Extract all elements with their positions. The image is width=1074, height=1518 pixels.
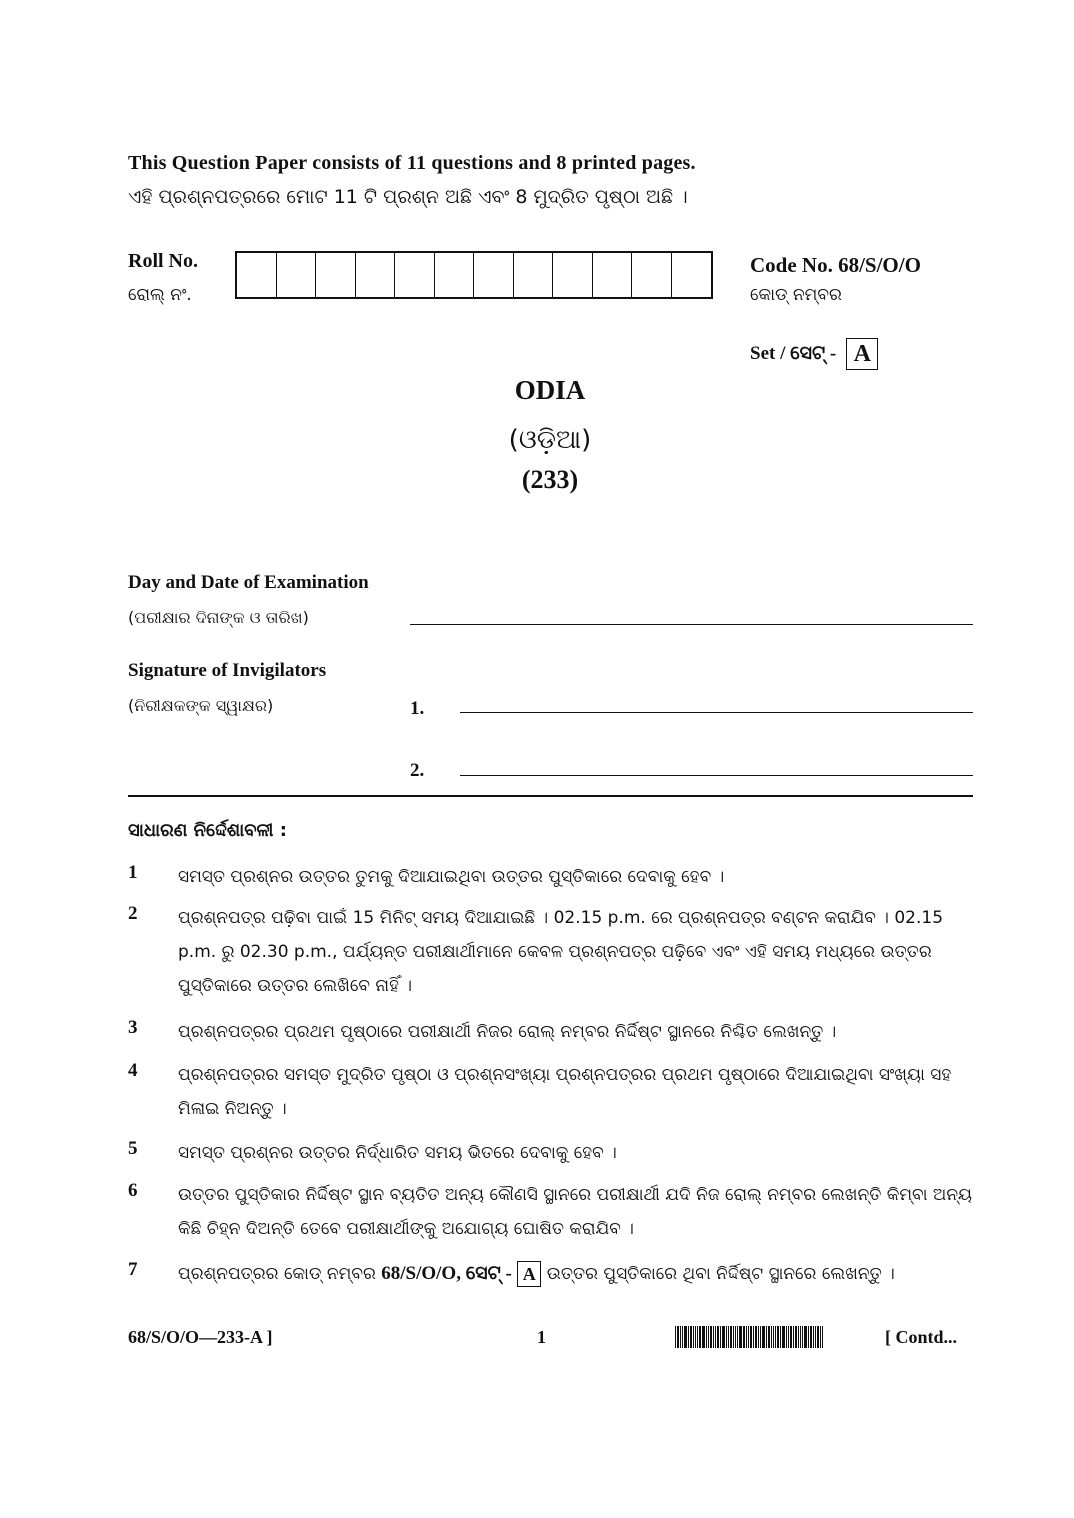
roll-number-boxes[interactable]: [235, 251, 713, 299]
roll-number-label: Roll No.: [128, 250, 198, 272]
instruction-item: [128, 1136, 973, 1170]
page-number: 1: [537, 1327, 546, 1347]
instruction-text: ସମସ୍ତ ପ୍ରଶ୍ନର ଉତ୍ତର ତୁମକୁ ଦିଆଯାଇଥିବା ଉତ୍ତର ପୁସ୍ତିକାରେ ଦେବାକୁ ହେବ ।: [178, 867, 725, 887]
subject-name: ODIA: [514, 375, 586, 405]
barcode-bar: [722, 1326, 725, 1348]
instruction-item: [128, 1178, 973, 1246]
set-indicator: [750, 338, 878, 370]
instruction-item: [128, 860, 973, 894]
instruction-text: ପ୍ରଶ୍ନପତ୍ରର ସମସ୍ତ ମୁଦ୍ରିତ ପୃଷ୍ଠା ଓ ପ୍ରଶ୍ନସଂଖ୍ୟା ପ୍ରଶ୍ନପତ୍ରର ପ୍ରଥମ ପୃଷ୍ଠାରେ ଦିଆଯାଇଥିବା ସଂଖ୍ୟା ସହ ମିଳାଇ ନିଅନ୍ତୁ ।: [178, 1065, 952, 1119]
barcode-bar: [788, 1326, 789, 1348]
barcode-bar: [777, 1326, 779, 1348]
instruction-7-code: 68/S/O/O, ସେଟ୍ -: [381, 1263, 512, 1284]
barcode-bar: [793, 1326, 794, 1348]
barcode-bar: [748, 1326, 749, 1348]
subject-name-odia: (ଓଡ଼ିଆ): [508, 425, 592, 455]
subject-code: (233): [521, 465, 579, 494]
barcode-bar: [746, 1326, 747, 1348]
barcode-bar: [680, 1326, 681, 1348]
instruction-number: 2: [128, 903, 138, 924]
instruction-7-text-a: ପ୍ରଶ୍ନପତ୍ରର କୋଡ୍ ନମ୍ବର: [178, 1264, 376, 1284]
barcode-bar: [817, 1326, 819, 1348]
roll-number-box[interactable]: [316, 253, 356, 297]
barcode-bar: [758, 1326, 759, 1348]
barcode-bar: [815, 1326, 816, 1348]
code-number-label-odia: କୋଡ୍ ନମ୍ବର: [750, 285, 842, 305]
instruction-item: [128, 1257, 973, 1291]
barcode-bar: [782, 1326, 785, 1348]
barcode-bar: [820, 1326, 821, 1348]
barcode-bar: [802, 1326, 803, 1348]
signature-2-number: 2.: [410, 760, 425, 781]
instruction-number: 1: [128, 862, 138, 883]
exam-date-label: Day and Date of Examination: [128, 572, 369, 593]
exam-date-line[interactable]: [410, 624, 973, 625]
signature-1-number: 1.: [410, 698, 425, 719]
barcode-bar: [768, 1326, 770, 1348]
barcode-bar: [771, 1326, 772, 1348]
barcode-bar: [762, 1326, 765, 1348]
barcode-bar: [693, 1326, 694, 1348]
barcode-bar: [750, 1326, 752, 1348]
barcode-bar: [810, 1326, 812, 1348]
barcode-bar: [695, 1326, 696, 1348]
footer-paper-code: 68/S/O/O—233-A ]: [128, 1327, 273, 1347]
instruction-number: 5: [128, 1138, 138, 1159]
intro-english: This Question Paper consists of 11 questions and 8 printed pages.: [128, 152, 696, 174]
invigilator-signature-label: Signature of Invigilators: [128, 660, 327, 681]
code-number-label: Code No. 68/S/O/O: [750, 253, 921, 277]
barcode-bar: [808, 1326, 809, 1348]
barcode-bar: [710, 1326, 712, 1348]
roll-number-box[interactable]: [593, 253, 633, 297]
barcode-bar: [733, 1326, 734, 1348]
barcode-bar: [800, 1326, 801, 1348]
instruction-7-text-b: ଉତ୍ତର ପୁସ୍ତିକାରେ ଥିବା ନିର୍ଦ୍ଦିଷ୍ଟ ସ୍ଥାନରେ ଲେଖନ୍ତୁ ।: [546, 1264, 895, 1284]
roll-number-box[interactable]: [632, 253, 672, 297]
barcode-bar: [708, 1326, 709, 1348]
barcode-bar: [780, 1326, 781, 1348]
barcode-bar: [735, 1326, 736, 1348]
roll-number-box[interactable]: [435, 253, 475, 297]
barcode-bar: [730, 1326, 732, 1348]
intro-odia: ଏହି ପ୍ରଶ୍ନପତ୍ରରେ ମୋଟ 11 ଟି ପ୍ରଶ୍ନ ଅଛି ଏବଂ 8 ମୁଦ୍ରିତ ପୃଷ୍ଠା ଅଛି ।: [128, 186, 688, 208]
barcode-bar: [720, 1326, 721, 1348]
barcode-bar: [690, 1326, 692, 1348]
barcode-bar: [688, 1326, 689, 1348]
barcode-bar: [677, 1326, 679, 1348]
barcode-bar: [755, 1326, 757, 1348]
barcode-bar: [728, 1326, 729, 1348]
barcode-bar: [717, 1326, 719, 1348]
barcode-bar: [813, 1326, 814, 1348]
instruction-text: ପ୍ରଶ୍ନପତ୍ରର ପ୍ରଥମ ପୃଷ୍ଠାରେ ପରୀକ୍ଷାର୍ଥୀ ନିଜର ରୋଲ୍ ନମ୍ବର ନିର୍ଦ୍ଦିଷ୍ଟ ସ୍ଥାନରେ ନିଶ୍ଚିତ ଲେଖନ୍ତୁ ।: [178, 1022, 837, 1042]
instruction-item: [128, 901, 973, 1003]
set-label: Set / ସେଟ୍ -: [750, 343, 837, 364]
instruction-number: 7: [128, 1259, 138, 1280]
barcode-bar: [675, 1326, 676, 1348]
section-divider: [128, 795, 973, 797]
barcode-bar: [706, 1326, 707, 1348]
roll-number-box[interactable]: [514, 253, 554, 297]
exam-date-label-odia: (ପରୀକ୍ଷାର ଦିନାଙ୍କ ଓ ତାରିଖ): [128, 608, 309, 627]
roll-number-box[interactable]: [395, 253, 435, 297]
set-box: A: [846, 338, 878, 370]
barcode-bar: [753, 1326, 754, 1348]
roll-number-box[interactable]: [474, 253, 514, 297]
instruction-item: [128, 1058, 973, 1126]
barcode-bar: [743, 1326, 745, 1348]
barcode-bar: [773, 1326, 774, 1348]
roll-number-box[interactable]: [356, 253, 396, 297]
signature-1-line[interactable]: [460, 712, 973, 713]
instruction-text: ପ୍ରଶ୍ନପତ୍ର ପଢ଼ିବା ପାଇଁ 15 ମିନିଟ୍ ସମୟ ଦିଆଯାଇଛି । 02.15 p.m. ରେ ପ୍ରଶ୍ନପତ୍ର ବଣ୍ଟନ କରାଯିବ । 02.15 p.m. ରୁ 02.30 p.m., ପର୍ଯ୍ୟନ୍ତ ପରୀକ୍ଷାର୍ଥୀମାନେ କେବଳ ପ୍ରଶ୍ନପତ୍ର ପଢ଼ିବେ ଏବଂ ଏହି ସମୟ ମଧ୍ୟରେ ଉତ୍ତର ପୁସ୍ତିକାରେ ଉତ୍ତର ଲେଖିବେ ନାହିଁ ।: [178, 908, 944, 996]
barcode-bar: [726, 1326, 727, 1348]
barcode-bar: [684, 1326, 687, 1348]
roll-number-box[interactable]: [237, 253, 277, 297]
barcode-bar: [697, 1326, 698, 1348]
footer-contd: [ Contd...: [885, 1327, 958, 1347]
barcode-bar: [760, 1326, 761, 1348]
signature-2-line[interactable]: [460, 775, 973, 776]
roll-number-box[interactable]: [553, 253, 593, 297]
barcode-icon: [675, 1326, 873, 1348]
instruction-item: [128, 1015, 973, 1049]
instruction-number: 3: [128, 1017, 138, 1038]
instruction-7-set-box: A: [517, 1261, 541, 1287]
invigilator-signature-label-odia: (ନିରୀକ୍ଷକଙ୍କ ସ୍ୱାକ୍ଷର): [128, 696, 274, 715]
instruction-number: 4: [128, 1060, 138, 1081]
instructions-title: ସାଧାରଣ ନିର୍ଦ୍ଦେଶାବଳୀ :: [128, 820, 287, 841]
roll-number-label-odia: ରୋଲ୍ ନଂ.: [128, 285, 192, 305]
instruction-text: ସମସ୍ତ ପ୍ରଶ୍ନର ଉତ୍ତର ନିର୍ଦ୍ଧାରିତ ସମୟ ଭିତରେ ଦେବାକୁ ହେବ ।: [178, 1143, 617, 1163]
barcode-bar: [786, 1326, 787, 1348]
barcode-bar: [699, 1326, 701, 1348]
barcode-bar: [795, 1326, 797, 1348]
barcode-bar: [737, 1326, 738, 1348]
barcode-bar: [790, 1326, 792, 1348]
barcode-bar: [702, 1326, 705, 1348]
roll-number-box[interactable]: [672, 253, 712, 297]
barcode-bar: [822, 1326, 823, 1348]
barcode-bar: [713, 1326, 714, 1348]
barcode-bar: [715, 1326, 716, 1348]
barcode-bar: [804, 1326, 807, 1348]
barcode-bar: [766, 1326, 767, 1348]
instruction-text: ଉତ୍ତର ପୁସ୍ତିକାର ନିର୍ଦ୍ଦିଷ୍ଟ ସ୍ଥାନ ବ୍ୟତିତ ଅନ୍ୟ କୌଣସି ସ୍ଥାନରେ ପରୀକ୍ଷାର୍ଥୀ ଯଦି ନିଜ ରୋଲ୍ ନମ୍ବର ଲେଖନ୍ତି କିମ୍ବା ଅନ୍ୟ କିଛି ଚିହ୍ନ ଦିଅନ୍ତି ତେବେ ପରୀକ୍ଷାର୍ଥୀଙ୍କୁ ଅଯୋଗ୍ୟ ଘୋଷିତ କରାଯିବ ।: [178, 1185, 973, 1239]
barcode-bar: [682, 1326, 683, 1348]
barcode-bar: [775, 1326, 776, 1348]
instruction-text: [178, 1257, 973, 1291]
roll-number-box[interactable]: [277, 253, 317, 297]
barcode-bar: [739, 1326, 742, 1348]
barcode-bar: [798, 1326, 799, 1348]
instruction-number: 6: [128, 1180, 138, 1201]
